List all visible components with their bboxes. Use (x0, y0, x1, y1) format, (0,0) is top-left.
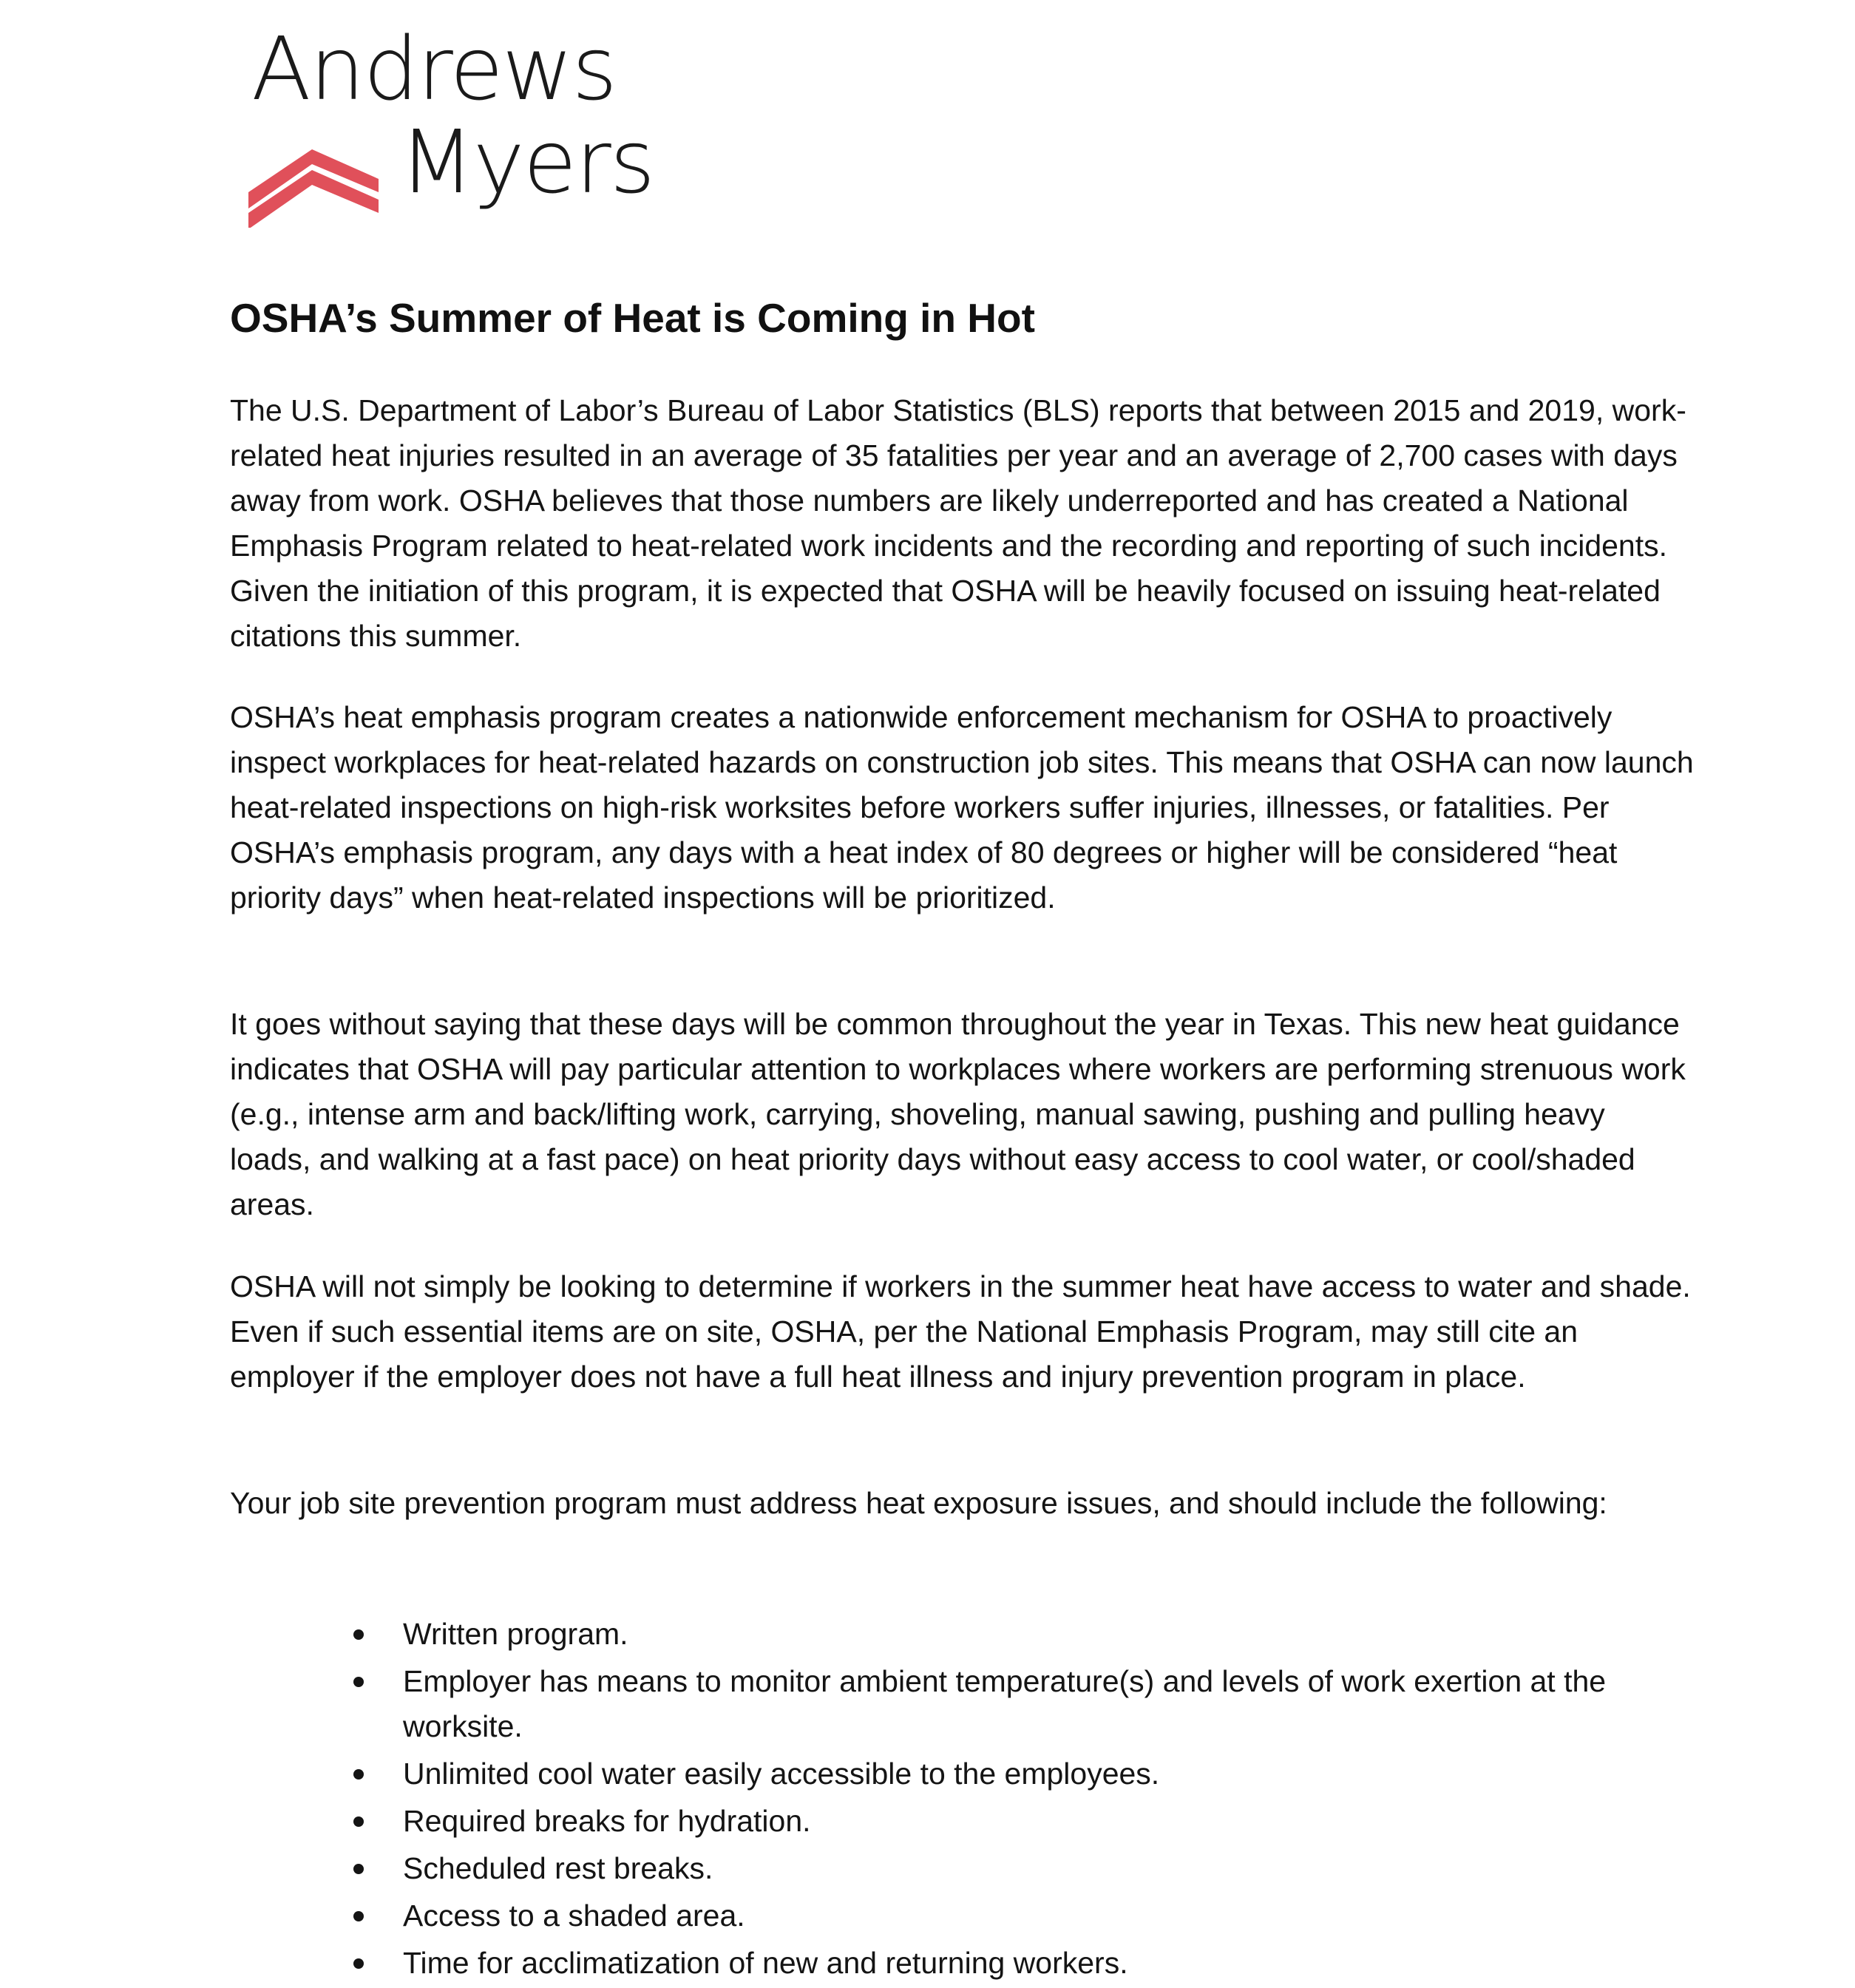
bullet-icon (353, 1769, 364, 1780)
prevention-checklist (340, 1612, 1708, 1988)
paragraph-prevention-program: Your job site prevention program must address heat exposure issues, and should include the following: (230, 1486, 1607, 1520)
paragraph-water-shade: OSHA will not simply be looking to determine if workers in the summer heat have access to water and shade. Even if such essential items are on site, OSHA, per the National Emphasis Program, may still cite an employer if the employer does not have a full heat illness and injury prevention program in place. (230, 1269, 1691, 1394)
list-item-text: Access to a shaded area. (403, 1899, 745, 1933)
bullet-icon (353, 1864, 364, 1874)
bullet-icon (353, 1629, 364, 1640)
list-item-text: Time for acclimatization of new and returning workers. (403, 1946, 1128, 1980)
list-item (340, 1751, 1708, 1797)
list-item (340, 1612, 1708, 1657)
paragraph-emphasis-program: OSHA’s heat emphasis program creates a nationwide enforcement mechanism for OSHA to proactively inspect workplaces for heat-related hazards on construction job sites. This means that OSHA can now launch heat-related inspections on high-risk worksites before workers suffer injuries, illnesses, or fatalities. Per OSHA’s emphasis program, any days with a heat index of 80 degrees or higher will be considered “heat priority days” when heat-related inspections will be prioritized. (230, 700, 1694, 915)
list-item-text: Written program. (403, 1617, 628, 1651)
logo-text-andrews: Andrews (251, 18, 616, 120)
paragraph-texas-guidance: It goes without saying that these days will be common throughout the year in Texas. This new heat guidance indicates that OSHA will pay particular attention to workplaces where workers are performing strenuous work (e.g., intense arm and back/lifting work, carrying, shoveling, manual sawing, pushing and pulling heavy loads, and walking at a fast pace) on heat priority days without easy access to cool water, or cool/shaded areas. (230, 1007, 1686, 1221)
list-item (340, 1846, 1708, 1891)
page-title: OSHA’s Summer of Heat is Coming in Hot (230, 295, 1035, 341)
logo-text-myers: Myers (399, 111, 654, 213)
list-item (340, 1941, 1708, 1986)
paragraph-bls-statistics: The U.S. Department of Labor’s Bureau of Labor Statistics (BLS) reports that between 2015 and 2019, work-related heat injuries resulted in an average of 35 fatalities per year and an average of 2,700 cases with days away from work. OSHA believes that those numbers are likely underreported and has created a National Emphasis Program related to heat-related work incidents and the recording and reporting of such incidents. Given the initiation of this program, it is expected that OSHA will be heavily focused on issuing heat-related citations this summer. (230, 393, 1686, 653)
list-item-text: Employer has means to monitor ambient temperature(s) and levels of work exertion at the worksite. (403, 1664, 1607, 1743)
bullet-icon (353, 1677, 364, 1687)
bullet-icon (353, 1958, 364, 1969)
bullet-icon (353, 1911, 364, 1921)
list-item (340, 1799, 1708, 1844)
chevron-logo-icon (248, 139, 381, 228)
company-logo (248, 18, 654, 214)
list-item-text: Unlimited cool water easily accessible to the employees. (403, 1757, 1160, 1791)
list-item (340, 1659, 1708, 1749)
bullet-icon (353, 1816, 364, 1827)
list-item (340, 1893, 1708, 1938)
list-item-text: Required breaks for hydration. (403, 1804, 811, 1838)
list-item-text: Scheduled rest breaks. (403, 1851, 713, 1885)
